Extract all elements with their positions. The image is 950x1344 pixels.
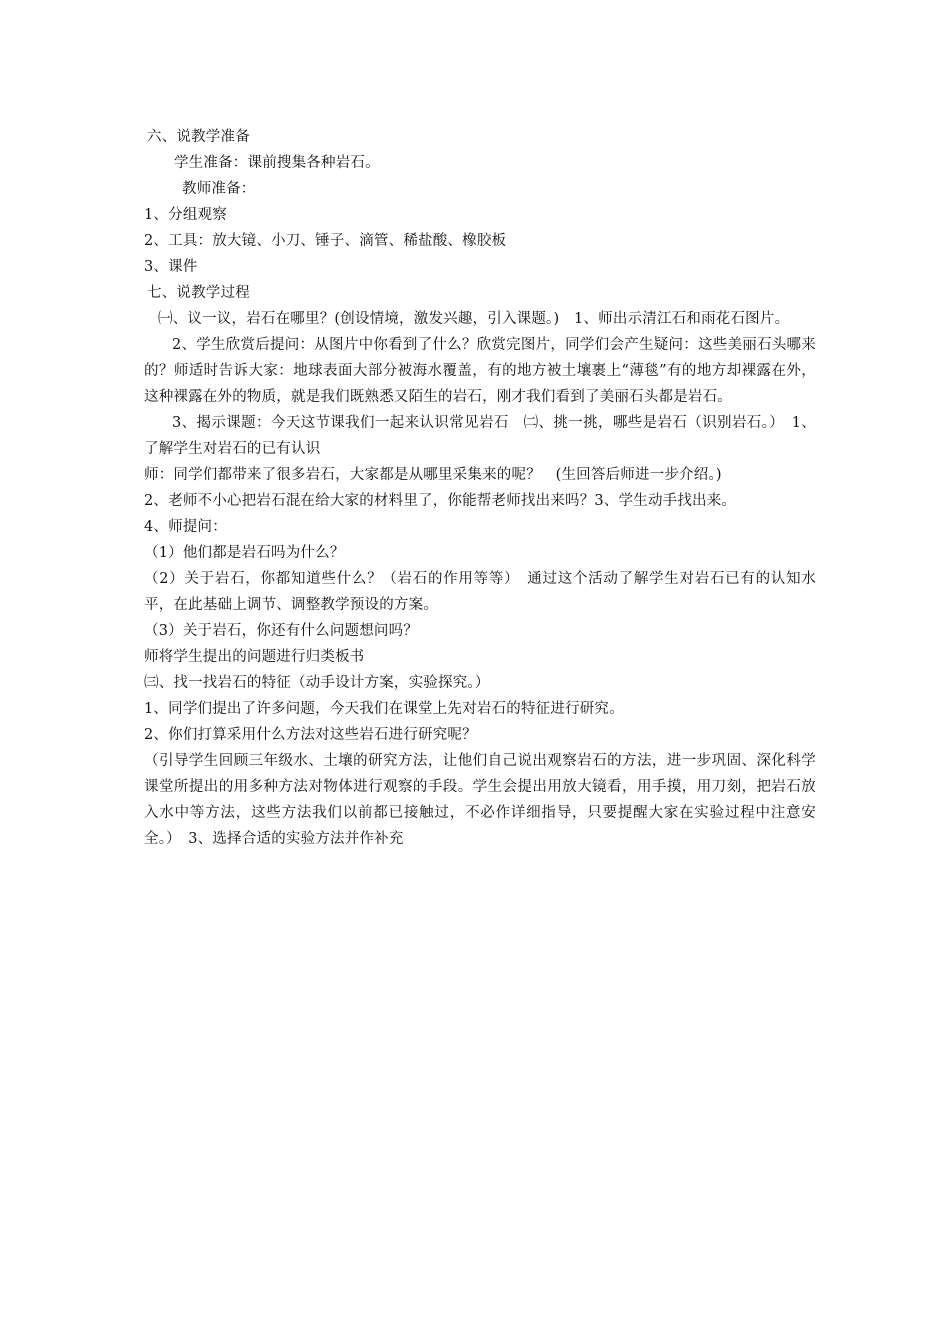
paragraph: ㈠、议一议，岩石在哪里？(创设情境，激发兴趣，引入课题。) 1、师出示清江石和雨花石图片。	[158, 311, 790, 327]
text-line: 教师准备：	[182, 181, 256, 197]
list-item: 3、课件	[144, 259, 198, 275]
text-line: 4、师提问：	[144, 519, 227, 535]
section-heading-preparation: 六、说教学准备	[147, 129, 250, 145]
text-line: 2、老师不小心把岩石混在给大家的材料里了，你能帮老师找出来吗？3、学生动手找出来。	[144, 493, 737, 509]
subsection-heading: ㈢、找一找岩石的特征（动手设计方案，实验探究。）	[144, 675, 490, 691]
list-item: 2、你们打算采用什么方法对这些岩石进行研究呢？	[144, 727, 477, 743]
list-item: （3）关于岩石，你还有什么问题想问吗？	[144, 623, 419, 639]
paragraph: 2、学生欣赏后提问：从图片中你看到了什么？欣赏完图片，同学们会产生疑问：这些美丽石头哪来的？师适时告诉大家：地球表面大部分被海水覆盖，有的地方被土壤裹上“薄毯”有的地方却裸露在外，这种裸露在外的物质，就是我们既熟悉又陌生的岩石，刚才我们看到了美丽石头都是岩石。	[144, 337, 816, 405]
text-line: 师将学生提出的问题进行归类板书	[144, 649, 365, 665]
list-item: 2、工具：放大镜、小刀、锤子、滴管、稀盐酸、橡胶板	[144, 233, 507, 249]
document-body	[144, 124, 816, 852]
paragraph: （引导学生回顾三年级水、土壤的研究方法，让他们自己说出观察岩石的方法，进一步巩固、深化科学课堂所提出的用多种方法对物体进行观察的手段。学生会提出用放大镜看，用手摸，用刀刻，把岩石放入水中等方法，这些方法我们以前都已接触过，不必作详细指导，只要提醒大家在实验过程中注意安全。） 3、选择合适的实验方法并作补充	[144, 753, 816, 847]
list-item: （1）他们都是岩石吗为什么？	[144, 545, 345, 561]
paragraph: 3、揭示课题：今天这节课我们一起来认识常见岩石 ㈡、挑一挑，哪些是岩石（识别岩石。） 1、了解学生对岩石的已有认识	[144, 415, 816, 457]
paragraph: （2）关于岩石，你都知道些什么？（岩石的作用等等） 通过这个活动了解学生对岩石已有的认知水平，在此基础上调节、调整教学预设的方案。	[144, 571, 816, 613]
list-item: 1、同学们提出了许多问题，今天我们在课堂上先对岩石的特征进行研究。	[144, 701, 624, 717]
text-line: 师：同学们都带来了很多岩石，大家都是从哪里采集来的呢？ (生回答后师进一步介绍。)	[144, 467, 722, 483]
text-line: 学生准备：课前搜集各种岩石。	[174, 155, 380, 171]
list-item: 1、分组观察	[144, 207, 227, 223]
section-heading-process: 七、说教学过程	[147, 285, 250, 301]
